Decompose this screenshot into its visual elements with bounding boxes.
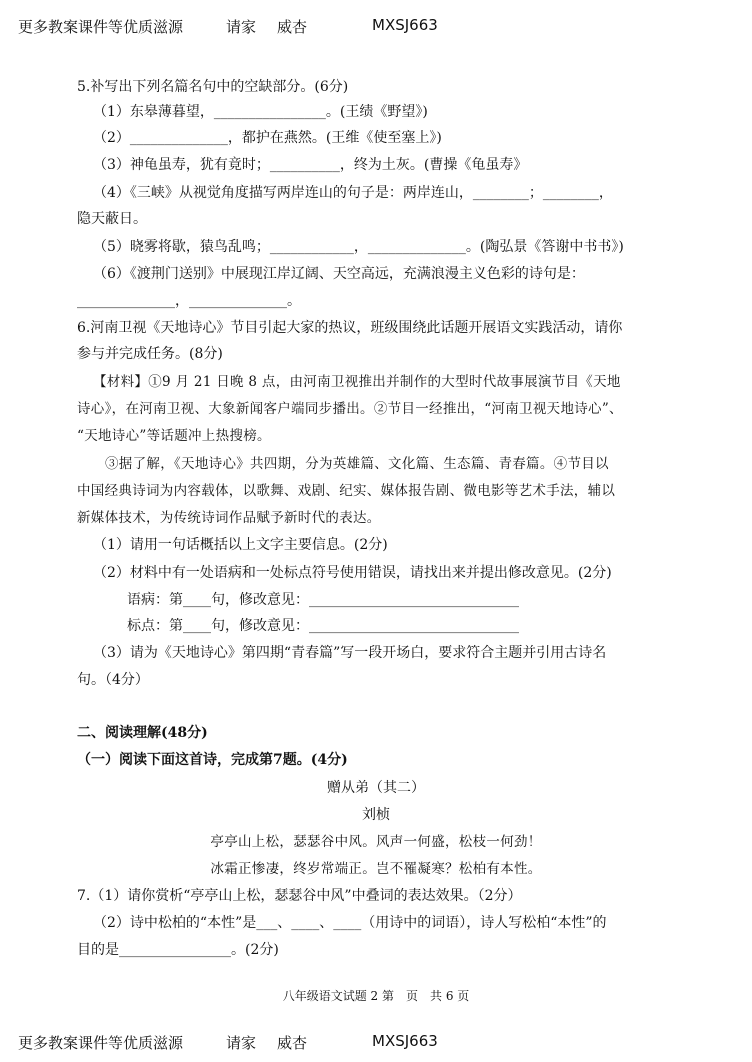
q5-line-3: （3）神龟虽寿，犹有竟时；__________，终为土灰。(曹操《龟虽寿》 <box>93 157 528 173</box>
header-contact-1: 请家 <box>226 18 257 36</box>
q6-sub-2a: 语病：第____句，修改意见：______________________________ <box>127 592 519 608</box>
q6-title-a: 6.河南卫视《天地诗心》节目引起大家的热议，班级围绕此话题开展语文实践活动，请你 <box>77 320 623 336</box>
q6-sub-1: （1）请用一句话概括以上文字主要信息。(2分) <box>93 537 388 553</box>
part2-subtitle: （一）阅读下面这首诗，完成第7题。(4分) <box>77 752 348 768</box>
q5-line-6a: （6）《渡荆门送别》中展现江岸辽阔、天空高远，充满浪漫主义色彩的诗句是： <box>93 266 585 282</box>
q6-title-b: 参与并完成任务。(8分) <box>77 346 223 362</box>
page-footer: 八年级语文试题 2 第 页 共 6 页 <box>282 989 470 1003</box>
q5-line-5: （5）晓雾将歇，猿鸟乱鸣；____________，______________。(陶弘景《答谢中书书》) <box>93 239 624 255</box>
q5-line-4b: 隐天蔽日。 <box>77 211 147 227</box>
q6-material-4: ③据了解，《天地诗心》共四期，分为英雄篇、文化篇、生态篇、青春篇。④节目以 <box>105 456 609 472</box>
part2-title: 二、阅读理解(48分) <box>77 725 208 741</box>
header-contact-2: 威杏 <box>277 18 308 36</box>
q7-line-3: 目的是________________。(2分) <box>77 942 279 958</box>
q6-material-2: 诗心》，在河南卫视、大象新闻客户端同步播出。②节目一经推出，“河南卫视天地诗心”、 <box>77 401 623 417</box>
header-text: 更多教案课件等优质滋源 <box>18 18 184 36</box>
footer-contact-2: 威杏 <box>277 1034 308 1052</box>
q6-sub-3a: （3）请为《天地诗心》第四期“青春篇”写一段开场白，要求符合主题并引用古诗名 <box>93 645 607 661</box>
q6-material-3: “天地诗心”等话题冲上热搜榜。 <box>77 428 271 444</box>
footer-text: 更多教案课件等优质滋源 <box>18 1034 184 1052</box>
q6-material-1: 【材料】①9 月 21 日晚 8 点，由河南卫视推出并制作的大型时代故事展演节目《天地 <box>93 374 621 390</box>
q5-line-1: （1）东皋薄暮望，________________。(王绩《野望》) <box>93 104 428 120</box>
poem-title: 赠从弟（其二） <box>327 780 425 796</box>
poem-line-1: 亭亭山上松，瑟瑟谷中风。风声一何盛，松枝一何劲！ <box>210 834 542 850</box>
q5-line-4a: （4）《三峡》从视觉角度描写两岸连山的句子是：两岸连山，________；________， <box>93 185 613 201</box>
poem-author: 刘桢 <box>362 807 390 823</box>
bottom-header <box>0 1022 752 1062</box>
footer-contact-1: 请家 <box>226 1034 257 1052</box>
q6-sub-2b: 标点：第____句，修改意见：______________________________ <box>127 618 519 634</box>
poem-line-2: 冰霜正惨凄，终岁常端正。岂不罹凝寒？松柏有本性。 <box>210 861 542 877</box>
q7-line-2: （2）诗中松柏的“本性”是___、____、____（用诗中的词语），诗人写松柏“本性”的 <box>93 915 607 931</box>
q5-title: 5.补写出下列名篇名句中的空缺部分。(6分) <box>77 79 349 95</box>
q5-line-2: （2）______________，都护在燕然。(王维《使至塞上》) <box>93 130 442 146</box>
q6-material-6: 新媒体技术，为传统诗词作品赋予新时代的表达。 <box>77 510 381 526</box>
top-header <box>0 0 752 40</box>
q6-sub-2: （2）材料中有一处语病和一处标点符号使用错误，请找出来并提出修改意见。(2分) <box>93 565 612 581</box>
q6-sub-3b: 句。（4分） <box>77 672 149 688</box>
q5-line-6b: ______________，______________。 <box>77 293 301 309</box>
q7-line-1: 7.（1）请你赏析“亭亭山上松，瑟瑟谷中风”中叠词的表达效果。（2分） <box>77 888 522 904</box>
header-code: MXSJ663 <box>372 16 438 34</box>
q6-material-5: 中国经典诗词为内容载体，以歌舞、戏剧、纪实、媒体报告剧、微电影等艺术手法，辅以 <box>77 483 616 499</box>
footer-code: MXSJ663 <box>372 1032 438 1050</box>
